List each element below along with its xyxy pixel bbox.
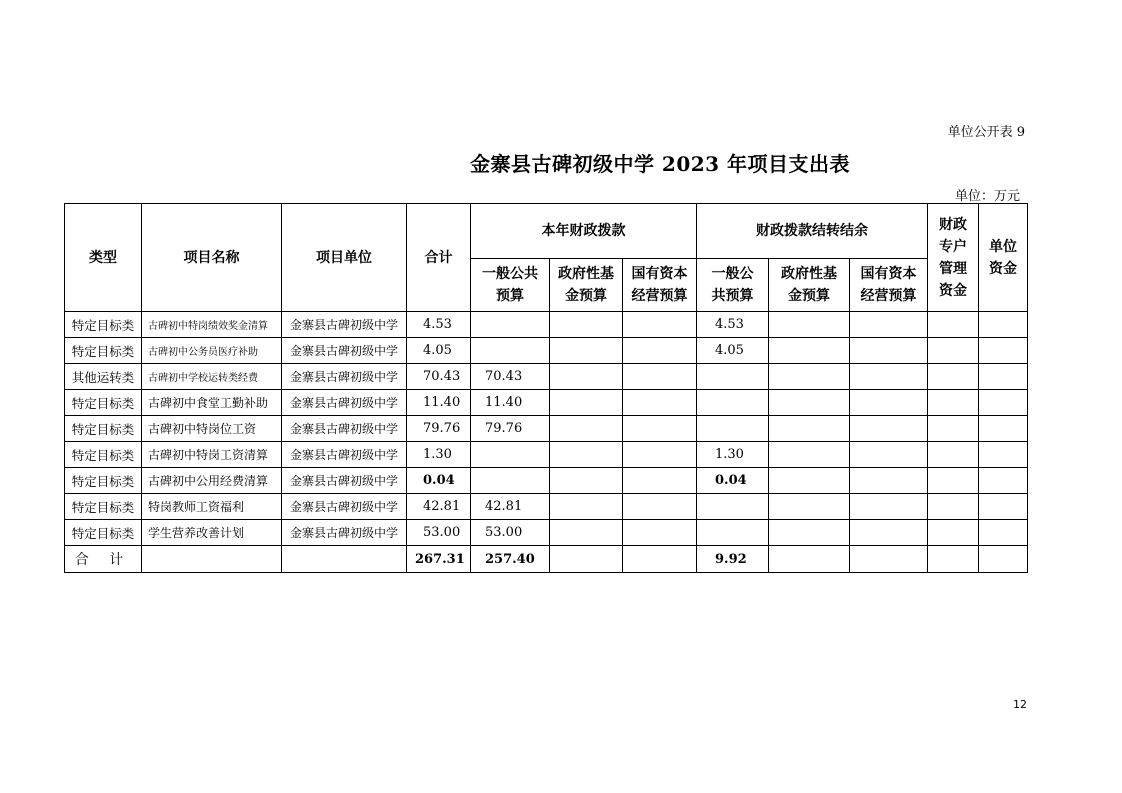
row-project-unit: 金寨县古碑初级中学 — [282, 390, 407, 416]
table-row — [65, 494, 1028, 520]
row-state-capital — [623, 442, 697, 468]
row-special-fund — [928, 520, 979, 546]
table-row — [65, 442, 1028, 468]
row-gov-fund — [550, 364, 623, 390]
row-total: 53.00 — [407, 520, 471, 546]
total-label: 合 计 — [65, 546, 142, 573]
header-unit-fund: 单位资金 — [979, 204, 1028, 312]
row-gov-fund — [550, 338, 623, 364]
row-general-budget — [471, 338, 550, 364]
row-carryover-general: 0.04 — [697, 468, 769, 494]
row-carryover-gov-fund — [769, 312, 850, 338]
row-carryover-gov-fund — [769, 442, 850, 468]
row-gov-fund — [550, 390, 623, 416]
row-project-unit: 金寨县古碑初级中学 — [282, 364, 407, 390]
row-general-budget — [471, 442, 550, 468]
total-cell-empty — [623, 546, 697, 573]
total-general-budget: 257.40 — [471, 546, 550, 573]
row-carryover-gov-fund — [769, 364, 850, 390]
row-special-fund — [928, 390, 979, 416]
table-row — [65, 390, 1028, 416]
row-type: 特定目标类 — [65, 312, 142, 338]
row-type: 特定目标类 — [65, 494, 142, 520]
row-carryover-state-capital — [850, 364, 928, 390]
form-number: 单位公开表 9 — [947, 125, 1025, 140]
row-type: 其他运转类 — [65, 364, 142, 390]
total-cell-empty — [282, 546, 407, 573]
total-cell-empty — [550, 546, 623, 573]
row-carryover-general: 1.30 — [697, 442, 769, 468]
row-type: 特定目标类 — [65, 468, 142, 494]
row-carryover-state-capital — [850, 442, 928, 468]
row-project-name: 古碑初中特岗位工资 — [142, 416, 282, 442]
header-state-capital-carryover: 国有资本经营预算 — [850, 259, 928, 312]
header-row-1 — [65, 204, 1028, 259]
header-current-year: 本年财政拨款 — [471, 204, 697, 259]
table-row — [65, 338, 1028, 364]
row-type: 特定目标类 — [65, 390, 142, 416]
row-carryover-general — [697, 494, 769, 520]
header-general-budget-carryover: 一般公共预算 — [697, 259, 769, 312]
row-unit-fund — [979, 442, 1028, 468]
row-project-unit: 金寨县古碑初级中学 — [282, 312, 407, 338]
table-row — [65, 312, 1028, 338]
row-carryover-general — [697, 390, 769, 416]
row-special-fund — [928, 312, 979, 338]
row-carryover-state-capital — [850, 338, 928, 364]
row-carryover-general: 4.05 — [697, 338, 769, 364]
row-type: 特定目标类 — [65, 416, 142, 442]
row-state-capital — [623, 390, 697, 416]
row-carryover-general — [697, 364, 769, 390]
row-general-budget — [471, 312, 550, 338]
row-general-budget: 70.43 — [471, 364, 550, 390]
header-total: 合计 — [407, 204, 471, 312]
header-gov-fund-carryover: 政府性基金预算 — [769, 259, 850, 312]
table-row — [65, 468, 1028, 494]
row-carryover-general — [697, 416, 769, 442]
row-special-fund — [928, 442, 979, 468]
row-state-capital — [623, 312, 697, 338]
row-total: 11.40 — [407, 390, 471, 416]
row-type: 特定目标类 — [65, 338, 142, 364]
total-cell-empty — [769, 546, 850, 573]
row-carryover-state-capital — [850, 312, 928, 338]
row-carryover-gov-fund — [769, 390, 850, 416]
row-project-name: 古碑初中特岗工资清算 — [142, 442, 282, 468]
row-unit-fund — [979, 364, 1028, 390]
row-type: 特定目标类 — [65, 442, 142, 468]
row-special-fund — [928, 468, 979, 494]
row-carryover-gov-fund — [769, 338, 850, 364]
row-total: 42.81 — [407, 494, 471, 520]
row-general-budget — [471, 468, 550, 494]
row-project-name: 古碑初中食堂工勤补助 — [142, 390, 282, 416]
row-unit-fund — [979, 520, 1028, 546]
row-carryover-general: 4.53 — [697, 312, 769, 338]
row-state-capital — [623, 520, 697, 546]
header-state-capital: 国有资本经营预算 — [623, 259, 697, 312]
row-gov-fund — [550, 468, 623, 494]
row-gov-fund — [550, 520, 623, 546]
row-unit-fund — [979, 312, 1028, 338]
header-special-fund: 财政专户管理资金 — [928, 204, 979, 312]
row-special-fund — [928, 494, 979, 520]
project-expenditure-table — [64, 203, 1028, 573]
row-carryover-general — [697, 520, 769, 546]
row-state-capital — [623, 338, 697, 364]
row-special-fund — [928, 416, 979, 442]
row-gov-fund — [550, 494, 623, 520]
row-total: 1.30 — [407, 442, 471, 468]
row-total: 70.43 — [407, 364, 471, 390]
unit-label: 单位：万元 — [954, 189, 1020, 204]
row-unit-fund — [979, 390, 1028, 416]
row-state-capital — [623, 468, 697, 494]
table-row — [65, 416, 1028, 442]
row-project-unit: 金寨县古碑初级中学 — [282, 468, 407, 494]
total-sum: 267.31 — [407, 546, 471, 573]
row-unit-fund — [979, 338, 1028, 364]
row-unit-fund — [979, 468, 1028, 494]
row-carryover-state-capital — [850, 468, 928, 494]
row-special-fund — [928, 338, 979, 364]
row-project-unit: 金寨县古碑初级中学 — [282, 520, 407, 546]
row-general-budget: 11.40 — [471, 390, 550, 416]
row-carryover-state-capital — [850, 416, 928, 442]
row-project-name: 古碑初中特岗绩效奖金清算 — [142, 312, 282, 338]
row-gov-fund — [550, 442, 623, 468]
row-project-unit: 金寨县古碑初级中学 — [282, 442, 407, 468]
row-carryover-gov-fund — [769, 468, 850, 494]
row-gov-fund — [550, 416, 623, 442]
row-state-capital — [623, 494, 697, 520]
row-total: 0.04 — [407, 468, 471, 494]
header-project-unit: 项目单位 — [282, 204, 407, 312]
row-project-name: 古碑初中公务员医疗补助 — [142, 338, 282, 364]
total-carryover-general: 9.92 — [697, 546, 769, 573]
row-project-name: 古碑初中公用经费清算 — [142, 468, 282, 494]
row-unit-fund — [979, 416, 1028, 442]
row-carryover-state-capital — [850, 390, 928, 416]
row-special-fund — [928, 364, 979, 390]
total-cell-empty — [850, 546, 928, 573]
row-project-unit: 金寨县古碑初级中学 — [282, 338, 407, 364]
row-unit-fund — [979, 494, 1028, 520]
header-gov-fund: 政府性基金预算 — [550, 259, 623, 312]
row-state-capital — [623, 364, 697, 390]
row-general-budget: 79.76 — [471, 416, 550, 442]
header-type: 类型 — [65, 204, 142, 312]
header-general-budget: 一般公共预算 — [471, 259, 550, 312]
row-project-unit: 金寨县古碑初级中学 — [282, 494, 407, 520]
row-state-capital — [623, 416, 697, 442]
page-title: 金寨县古碑初级中学 2023 年项目支出表 — [469, 152, 851, 176]
row-total: 79.76 — [407, 416, 471, 442]
row-carryover-state-capital — [850, 494, 928, 520]
total-row — [65, 546, 1028, 573]
row-total: 4.05 — [407, 338, 471, 364]
row-project-unit: 金寨县古碑初级中学 — [282, 416, 407, 442]
total-cell-empty — [928, 546, 979, 573]
row-type: 特定目标类 — [65, 520, 142, 546]
row-carryover-gov-fund — [769, 416, 850, 442]
header-carryover: 财政拨款结转结余 — [697, 204, 928, 259]
row-carryover-gov-fund — [769, 520, 850, 546]
row-general-budget: 42.81 — [471, 494, 550, 520]
table-row — [65, 520, 1028, 546]
row-project-name: 古碑初中学校运转类经费 — [142, 364, 282, 390]
row-project-name: 学生营养改善计划 — [142, 520, 282, 546]
row-carryover-gov-fund — [769, 494, 850, 520]
row-total: 4.53 — [407, 312, 471, 338]
row-project-name: 特岗教师工资福利 — [142, 494, 282, 520]
total-cell-empty — [979, 546, 1028, 573]
table-row — [65, 364, 1028, 390]
total-cell-empty — [142, 546, 282, 573]
row-carryover-state-capital — [850, 520, 928, 546]
header-project-name: 项目名称 — [142, 204, 282, 312]
page-number: 12 — [1013, 698, 1027, 711]
row-gov-fund — [550, 312, 623, 338]
row-general-budget: 53.00 — [471, 520, 550, 546]
